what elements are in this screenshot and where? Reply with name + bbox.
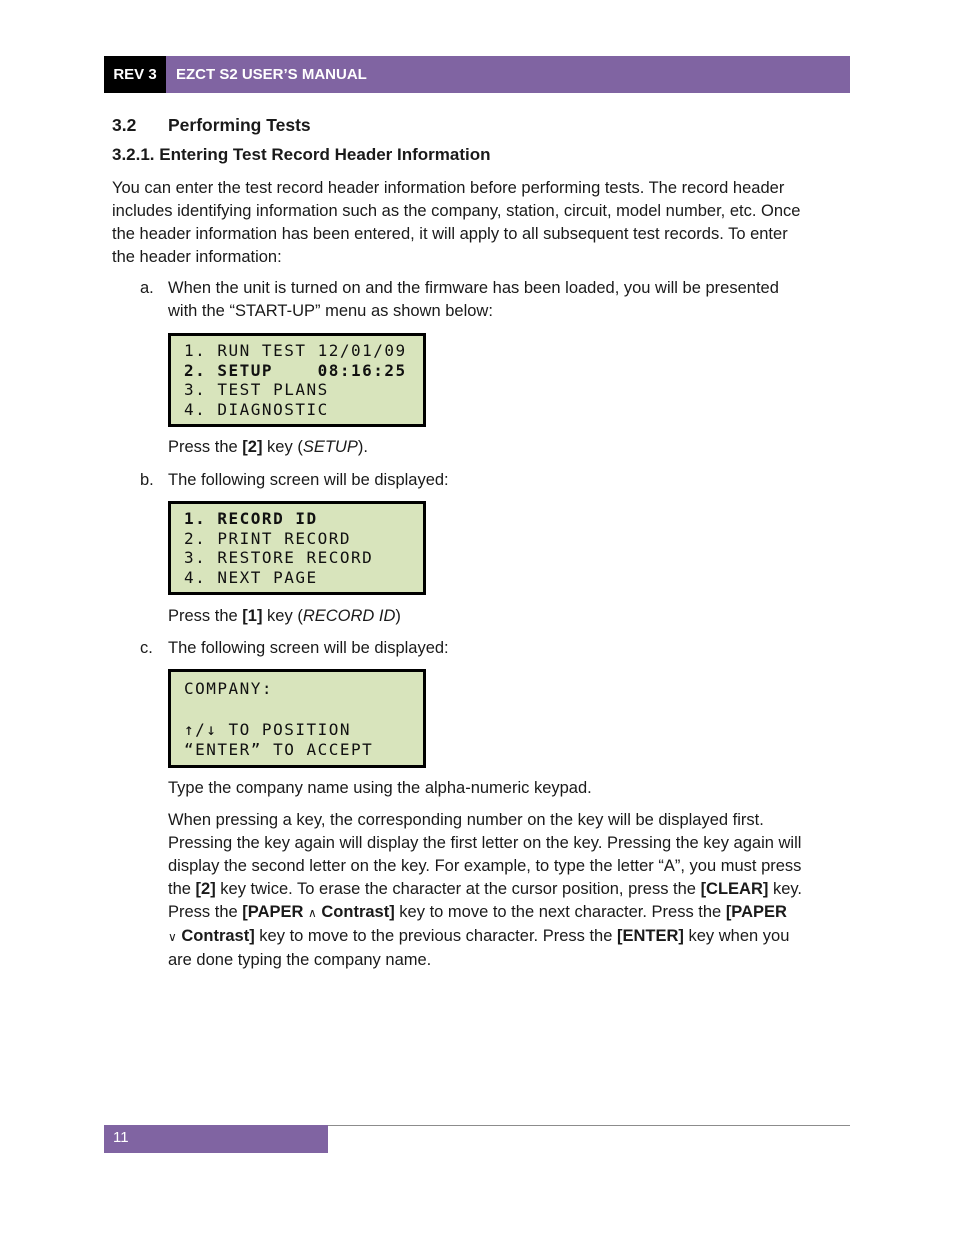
key-1: [1] bbox=[242, 607, 263, 625]
step-a-press bbox=[168, 436, 848, 459]
intro-line: You can enter the test record header information before performing tests. The record header bbox=[112, 179, 785, 197]
setup-menu-screen bbox=[168, 501, 426, 595]
para-line bbox=[168, 878, 848, 901]
down-caret-icon: ∨ bbox=[168, 930, 177, 944]
step-b-text: The following screen will be displayed: bbox=[168, 471, 449, 489]
text-run: key. bbox=[768, 880, 803, 898]
step-b-marker: b. bbox=[140, 471, 154, 489]
lcd-line: 4. NEXT PAGE bbox=[184, 567, 318, 587]
lcd-line: 3. TEST PLANS bbox=[184, 380, 329, 399]
lcd-line-blank bbox=[184, 699, 423, 719]
lcd-line: COMPANY: bbox=[184, 679, 274, 698]
startup-menu-screen bbox=[168, 333, 426, 427]
keypad-instructions bbox=[168, 809, 848, 972]
step-a-marker: a. bbox=[140, 279, 154, 297]
text-run: key ( bbox=[262, 607, 303, 625]
lcd-line: 4. DIAGNOSTIC bbox=[184, 399, 329, 419]
key-paper-up: [PAPER bbox=[242, 903, 308, 921]
key-2: [2] bbox=[195, 880, 216, 898]
text-run: ). bbox=[357, 438, 368, 456]
key-paper-down-contrast: Contrast] bbox=[176, 927, 255, 945]
section-heading bbox=[112, 115, 311, 136]
page-number: 11 bbox=[104, 1125, 328, 1153]
para-line: display the second letter on the key. For example, to type the letter “A”, you must press bbox=[168, 857, 802, 875]
intro-line: the header information: bbox=[112, 248, 282, 266]
para-line: are done typing the company name. bbox=[168, 951, 432, 969]
text-run: Press the bbox=[168, 903, 243, 921]
text-run: key to move to the next character. Press the bbox=[394, 903, 726, 921]
intro-line: the header information has been entered, it will apply to all subsequent test records. To enter bbox=[112, 225, 788, 243]
subsection-heading: 3.2.1. Entering Test Record Header Information bbox=[112, 145, 491, 164]
text-run: key when you bbox=[683, 927, 790, 945]
step-c-text: The following screen will be displayed: bbox=[168, 639, 449, 657]
lcd-line-selected: 2. SETUP 08:16:25 bbox=[184, 360, 407, 380]
step-a-line: with the “START-UP” menu as shown below: bbox=[168, 302, 493, 320]
section-number: 3.2 bbox=[112, 115, 137, 135]
step-c-type-text: Type the company name using the alpha-numeric keypad. bbox=[168, 779, 592, 797]
lcd-line: 2. PRINT RECORD bbox=[184, 528, 351, 548]
text-run: Press the bbox=[168, 438, 243, 456]
text-run: key twice. To erase the character at the cursor position, press the bbox=[215, 880, 701, 898]
key-paper-down: [PAPER bbox=[725, 903, 787, 921]
para-line bbox=[168, 901, 848, 925]
up-caret-icon: ∧ bbox=[308, 906, 317, 920]
key-function: SETUP bbox=[302, 438, 358, 456]
company-entry-screen bbox=[168, 669, 426, 768]
para-line bbox=[168, 925, 848, 949]
lcd-line: 3. RESTORE RECORD bbox=[184, 548, 374, 567]
key-clear: [CLEAR] bbox=[700, 880, 769, 898]
step-a-text bbox=[168, 277, 848, 323]
step-b-press bbox=[168, 605, 848, 628]
text-run: the bbox=[168, 880, 196, 898]
lcd-line: “ENTER” TO ACCEPT bbox=[184, 739, 374, 759]
step-a-line: When the unit is turned on and the firmware has been loaded, you will be presented bbox=[168, 279, 779, 297]
section-title: Performing Tests bbox=[168, 115, 311, 135]
para-line: Pressing the key again will display the first letter on the key. Pressing the key again will bbox=[168, 834, 802, 852]
rev-label: REV 3 bbox=[104, 56, 166, 93]
lcd-line-selected: 1. RECORD ID bbox=[184, 509, 318, 528]
key-enter: [ENTER] bbox=[616, 927, 684, 945]
manual-title: EZCT S2 USER’S MANUAL bbox=[166, 56, 850, 93]
key-paper-up-contrast: Contrast] bbox=[316, 903, 395, 921]
text-run: Press the bbox=[168, 607, 243, 625]
intro-paragraph bbox=[112, 177, 852, 269]
key-2: [2] bbox=[242, 438, 263, 456]
para-line: When pressing a key, the corresponding number on the key will be displayed first. bbox=[168, 811, 764, 829]
intro-line: includes identifying information such as the company, station, circuit, model number, etc. Once bbox=[112, 202, 801, 220]
key-function: RECORD ID bbox=[302, 607, 396, 625]
text-run: ) bbox=[395, 607, 401, 625]
step-c-marker: c. bbox=[140, 639, 153, 657]
text-run: key ( bbox=[262, 438, 303, 456]
lcd-line: ↑/↓ TO POSITION bbox=[184, 720, 351, 739]
lcd-line: 1. RUN TEST 12/01/09 bbox=[184, 341, 407, 360]
text-run: key to move to the previous character. Press the bbox=[254, 927, 617, 945]
